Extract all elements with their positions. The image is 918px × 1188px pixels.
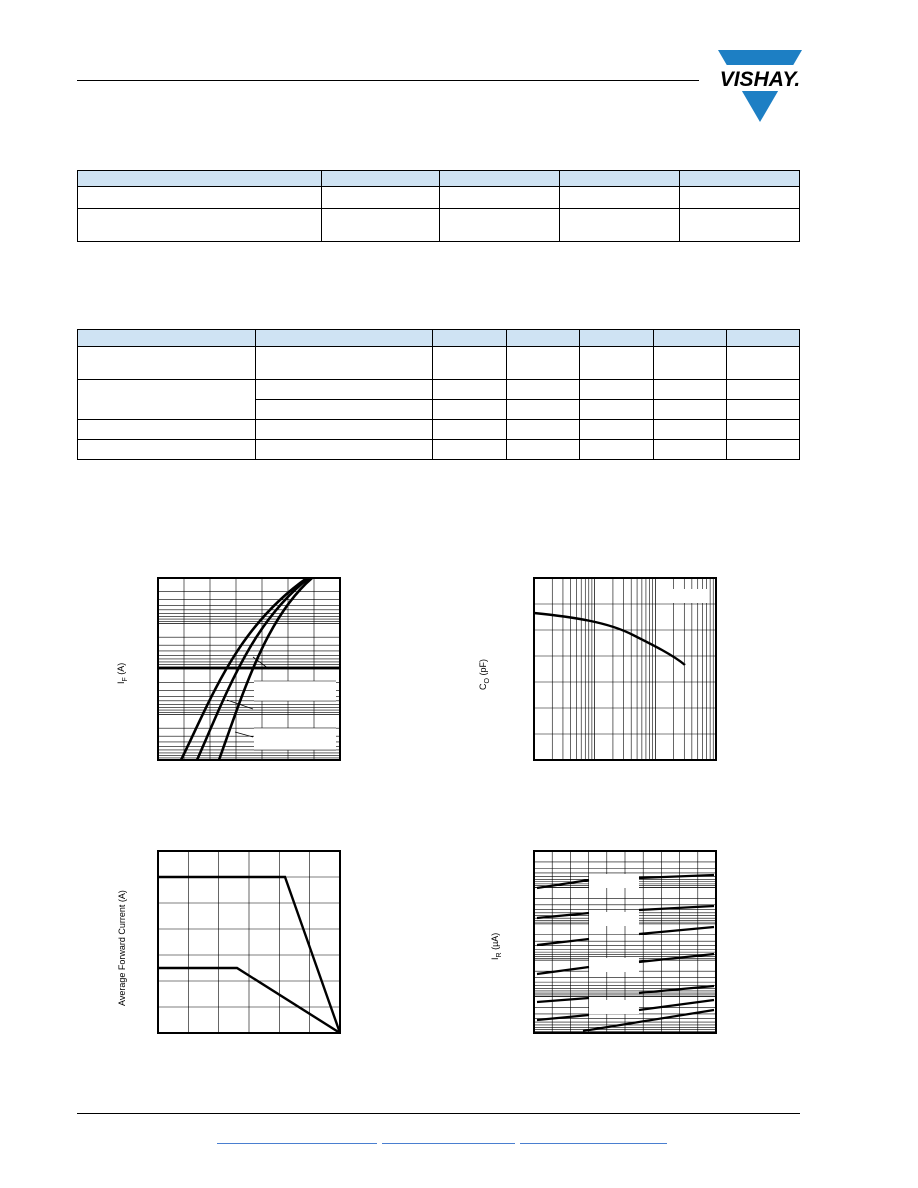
table-cell	[654, 347, 727, 380]
footer-rule	[77, 1113, 800, 1114]
table-cell	[322, 209, 440, 242]
table-header-cell	[256, 330, 433, 347]
capacitance-chart-ylabel: $C_O$ (pF)	[478, 659, 491, 690]
table-cell	[256, 400, 433, 420]
table-header-cell	[580, 330, 654, 347]
table-cell	[78, 187, 322, 209]
table-cell	[580, 347, 654, 380]
logo-text: VISHAY.	[719, 68, 801, 91]
table-header-cell	[78, 171, 322, 187]
table-cell	[727, 400, 800, 420]
table-cell	[78, 347, 256, 380]
table-row	[78, 187, 800, 209]
table-cell	[580, 400, 654, 420]
footer-link-3[interactable]	[520, 1143, 667, 1144]
table-cell	[507, 400, 580, 420]
table-cell	[507, 347, 580, 380]
table-cell	[580, 380, 654, 400]
table-header-row	[78, 171, 800, 187]
table-cell	[507, 440, 580, 460]
current-derating-chart	[157, 850, 341, 1034]
table-row	[78, 209, 800, 242]
table-cell	[433, 380, 507, 400]
table-header-cell	[727, 330, 800, 347]
table-row	[78, 347, 800, 380]
table-cell	[727, 347, 800, 380]
table-cell	[433, 440, 507, 460]
table-header-row	[78, 330, 800, 347]
table-row	[78, 420, 800, 440]
table-header-cell	[433, 330, 507, 347]
table-cell	[78, 440, 256, 460]
table-cell	[727, 440, 800, 460]
table-cell	[78, 380, 256, 420]
vishay-logo	[714, 48, 806, 124]
table-cell	[680, 209, 800, 242]
table-cell	[654, 440, 727, 460]
table-header-cell	[322, 171, 440, 187]
forward-characteristics-chart	[157, 577, 341, 761]
table-cell	[654, 420, 727, 440]
derating-chart-ylabel: Average Forward Current (A)	[117, 890, 127, 1006]
footer-link-2[interactable]	[382, 1143, 515, 1144]
table-cell	[507, 380, 580, 400]
table-cell	[507, 420, 580, 440]
table-cell	[256, 440, 433, 460]
table-row	[78, 380, 800, 400]
table-cell	[727, 380, 800, 400]
table-cell	[580, 440, 654, 460]
table-header-cell	[680, 171, 800, 187]
table-cell	[256, 380, 433, 400]
table-cell	[78, 209, 322, 242]
table-header-cell	[440, 171, 560, 187]
table-cell	[433, 400, 507, 420]
table-cell	[654, 380, 727, 400]
table-cell	[433, 347, 507, 380]
table-cell	[727, 420, 800, 440]
reverse-leakage-chart	[533, 850, 717, 1034]
table-cell	[680, 187, 800, 209]
table-cell	[560, 209, 680, 242]
table-header-cell	[507, 330, 580, 347]
table-cell	[440, 187, 560, 209]
table-header-cell	[654, 330, 727, 347]
table-cell	[654, 400, 727, 420]
table-cell	[433, 420, 507, 440]
table-cell	[256, 420, 433, 440]
table-cell	[560, 187, 680, 209]
table-cell	[322, 187, 440, 209]
table-cell	[78, 420, 256, 440]
table-cell	[440, 209, 560, 242]
table-header-cell	[78, 330, 256, 347]
footer-link-1[interactable]	[217, 1143, 377, 1144]
table-2	[77, 329, 800, 460]
forward-chart-ylabel: $I_F$ (A)	[116, 662, 129, 684]
table-cell	[256, 347, 433, 380]
table-cell	[580, 420, 654, 440]
reverse-chart-ylabel: $I_R$ (µA)	[490, 932, 503, 960]
capacitance-chart	[533, 577, 717, 761]
table-row	[78, 440, 800, 460]
header-rule	[77, 80, 699, 81]
table-1	[77, 170, 800, 242]
table-header-cell	[560, 171, 680, 187]
